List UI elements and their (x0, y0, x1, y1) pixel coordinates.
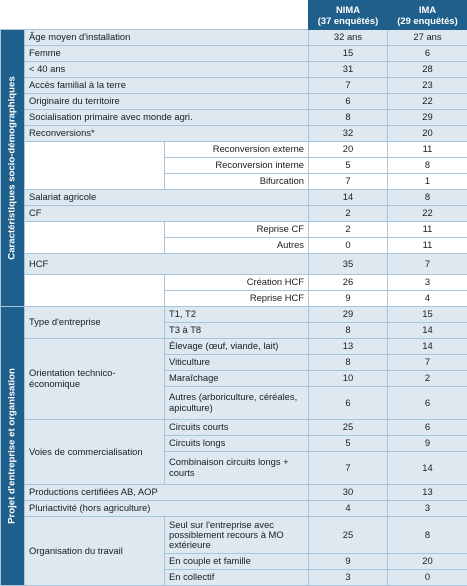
cell-nima: 35 (309, 254, 388, 275)
row-label: Socialisation primaire avec monde agri. (25, 110, 309, 126)
cell-nima: 13 (309, 339, 388, 355)
row-label: Originaire du territoire (25, 94, 309, 110)
section-label-socio (1, 30, 25, 307)
cell-ima: 3 (388, 501, 467, 517)
cell-ima: 22 (388, 94, 467, 110)
section-label-projet-text: Projet d'entreprise et organisation (7, 368, 18, 524)
cell-ima: 27 ans (388, 30, 467, 46)
row-label: Pluriactivité (hors agriculture) (25, 501, 309, 517)
blank-cell (25, 275, 165, 307)
cell-ima: 6 (388, 46, 467, 62)
cell-ima: 14 (388, 323, 467, 339)
group-label: Voies de commercialisation (25, 420, 165, 485)
cell-nima: 32 ans (309, 30, 388, 46)
blank-cell (25, 142, 165, 190)
row-label: HCF (25, 254, 309, 275)
cell-ima: 9 (388, 436, 467, 452)
cell-ima: 2 (388, 371, 467, 387)
row-label: CF (25, 206, 309, 222)
cell-ima: 20 (388, 126, 467, 142)
row-label: Productions certifiées AB, AOP (25, 485, 309, 501)
row-label: Combinaison circuits longs + courts (165, 452, 309, 485)
table-row (1, 190, 467, 206)
row-label: Reconversion externe (165, 142, 309, 158)
blank-cell (25, 222, 165, 254)
table-row (1, 142, 467, 158)
cell-ima: 11 (388, 238, 467, 254)
group-label: Organisation du travail (25, 517, 165, 586)
cell-ima: 4 (388, 291, 467, 307)
row-label: T3 à T8 (165, 323, 309, 339)
cell-ima: 14 (388, 452, 467, 485)
table-row (1, 275, 467, 291)
row-label: Bifurcation (165, 174, 309, 190)
cell-nima: 2 (309, 206, 388, 222)
header-blank (1, 1, 309, 30)
row-label: Autres (165, 238, 309, 254)
table-row (1, 62, 467, 78)
cell-nima: 9 (309, 291, 388, 307)
row-label: Élevage (œuf, viande, lait) (165, 339, 309, 355)
table-row (1, 307, 467, 323)
row-label: Reprise CF (165, 222, 309, 238)
table-row (1, 222, 467, 238)
table-row (1, 78, 467, 94)
row-label: Seul sur l'entreprise avec possiblement recours à MO extérieure (165, 517, 309, 554)
cell-ima: 0 (388, 570, 467, 586)
cell-nima: 7 (309, 452, 388, 485)
cell-ima: 11 (388, 142, 467, 158)
cell-nima: 7 (309, 78, 388, 94)
cell-nima: 9 (309, 554, 388, 570)
row-label: Reconversions* (25, 126, 309, 142)
table-row (1, 517, 467, 554)
table-row (1, 206, 467, 222)
cell-nima: 5 (309, 158, 388, 174)
cell-ima: 6 (388, 420, 467, 436)
row-label: En couple et famille (165, 554, 309, 570)
group-label: Type d'entreprise (25, 307, 165, 339)
cell-nima: 25 (309, 517, 388, 554)
table-row (1, 126, 467, 142)
cell-nima: 15 (309, 46, 388, 62)
header-nima: NIMA (37 enquêtés) (309, 1, 388, 30)
row-label: T1, T2 (165, 307, 309, 323)
cell-nima: 30 (309, 485, 388, 501)
cell-nima: 26 (309, 275, 388, 291)
cell-ima: 7 (388, 254, 467, 275)
cell-nima: 6 (309, 94, 388, 110)
cell-ima: 8 (388, 517, 467, 554)
group-label: Orientation technico-économique (25, 339, 165, 420)
cell-ima: 23 (388, 78, 467, 94)
cell-nima: 14 (309, 190, 388, 206)
cell-nima: 3 (309, 570, 388, 586)
cell-ima: 11 (388, 222, 467, 238)
table-row (1, 339, 467, 355)
table-row (1, 110, 467, 126)
table-row (1, 485, 467, 501)
cell-nima: 2 (309, 222, 388, 238)
table-row (1, 254, 467, 275)
row-label: Accès familial à la terre (25, 78, 309, 94)
cell-nima: 8 (309, 110, 388, 126)
section-label-socio-text: Caractéristiques socio-démographiques (7, 76, 18, 259)
cell-nima: 7 (309, 174, 388, 190)
cell-nima: 6 (309, 387, 388, 420)
cell-nima: 20 (309, 142, 388, 158)
header-ima: IMA (29 enquêtés) (388, 1, 467, 30)
cell-nima: 4 (309, 501, 388, 517)
cell-ima: 6 (388, 387, 467, 420)
table-row (1, 46, 467, 62)
cell-ima: 3 (388, 275, 467, 291)
row-label: Femme (25, 46, 309, 62)
cell-ima: 8 (388, 190, 467, 206)
cell-nima: 32 (309, 126, 388, 142)
header-row (1, 1, 467, 30)
cell-ima: 29 (388, 110, 467, 126)
cell-nima: 25 (309, 420, 388, 436)
row-label: Salariat agricole (25, 190, 309, 206)
cell-nima: 8 (309, 323, 388, 339)
cell-ima: 7 (388, 355, 467, 371)
cell-ima: 22 (388, 206, 467, 222)
cell-ima: 14 (388, 339, 467, 355)
table-row (1, 94, 467, 110)
cell-nima: 5 (309, 436, 388, 452)
row-label: Reconversion interne (165, 158, 309, 174)
table-row (1, 501, 467, 517)
row-label: Reprise HCF (165, 291, 309, 307)
section-label-projet (1, 307, 25, 586)
cell-ima: 20 (388, 554, 467, 570)
cell-nima: 29 (309, 307, 388, 323)
cell-nima: 10 (309, 371, 388, 387)
cell-nima: 31 (309, 62, 388, 78)
cell-ima: 15 (388, 307, 467, 323)
row-label: Création HCF (165, 275, 309, 291)
cell-ima: 13 (388, 485, 467, 501)
table-row (1, 420, 467, 436)
row-label: < 40 ans (25, 62, 309, 78)
row-label: Circuits longs (165, 436, 309, 452)
cell-ima: 8 (388, 158, 467, 174)
row-label: Maraîchage (165, 371, 309, 387)
row-label: Âge moyen d'installation (25, 30, 309, 46)
cell-ima: 1 (388, 174, 467, 190)
cell-ima: 28 (388, 62, 467, 78)
row-label: Circuits courts (165, 420, 309, 436)
table-row (1, 30, 467, 46)
row-label: En collectif (165, 570, 309, 586)
cell-nima: 0 (309, 238, 388, 254)
cell-nima: 8 (309, 355, 388, 371)
row-label: Viticulture (165, 355, 309, 371)
row-label: Autres (arboriculture, céréales, apiculture) (165, 387, 309, 420)
